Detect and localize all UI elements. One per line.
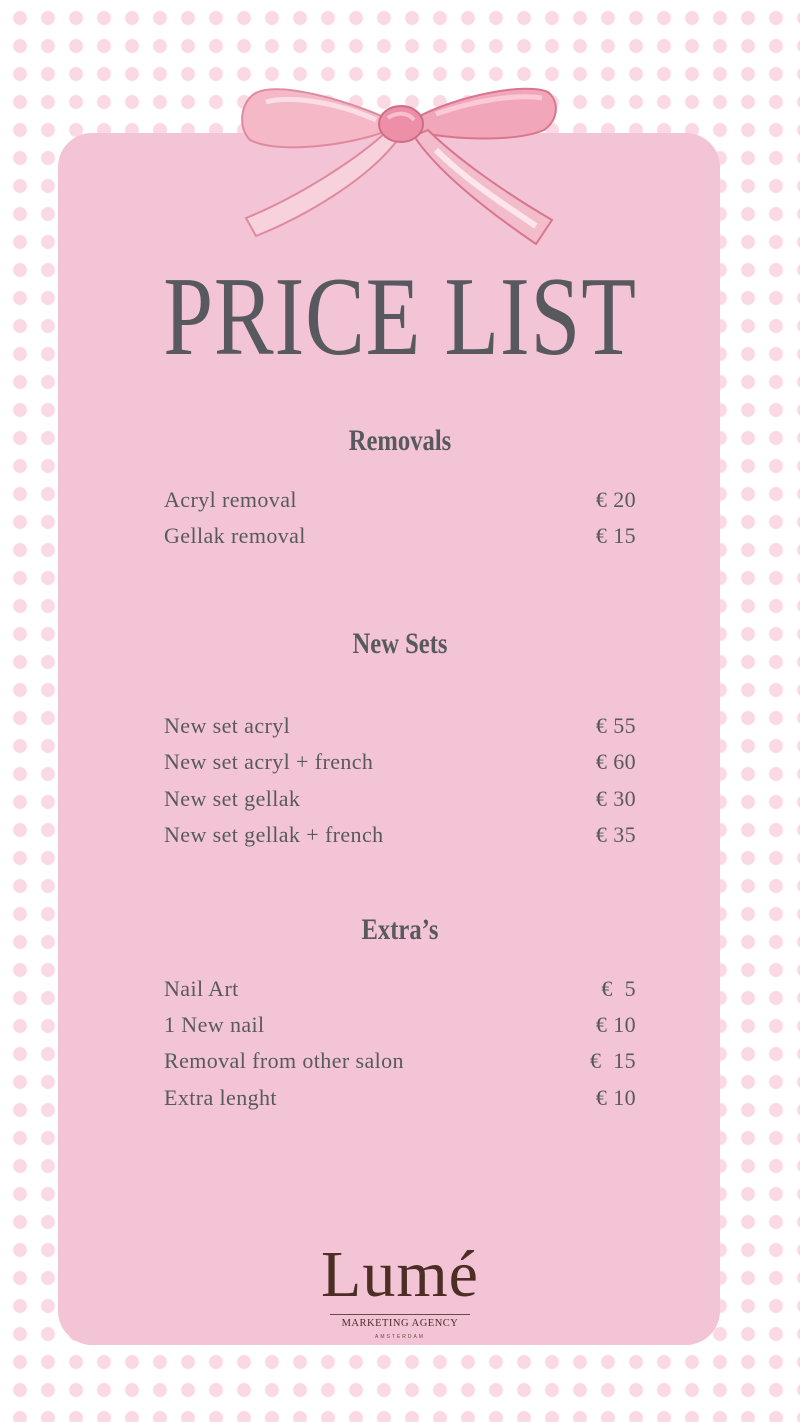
- logo-city: AMSTERDAM: [375, 1334, 425, 1340]
- item-name: New set acryl + french: [164, 749, 374, 774]
- item-name: Nail Art: [164, 976, 239, 1001]
- price-row: [164, 1046, 636, 1076]
- price-row: [164, 747, 636, 777]
- item-name: Removal from other salon: [164, 1048, 404, 1073]
- item-price: € 60: [595, 749, 636, 774]
- item-name: Extra lenght: [164, 1085, 277, 1110]
- price-row: [164, 1010, 636, 1040]
- section-heading-removals: Removals: [348, 424, 452, 457]
- price-row: [164, 784, 636, 814]
- item-name: New set gellak + french: [164, 822, 384, 847]
- item-price: € 55: [595, 713, 636, 738]
- page-title: PRICE LIST: [163, 255, 637, 379]
- logo-tagline: MARKETING AGENCY: [341, 1318, 459, 1329]
- item-price: € 20: [595, 487, 636, 512]
- item-name: Acryl removal: [164, 487, 297, 512]
- section-heading-extras: Extra’s: [361, 913, 439, 946]
- logo-wordmark: Lumé: [321, 1238, 479, 1311]
- item-price: € 10: [595, 1085, 636, 1110]
- item-name: Gellak removal: [164, 523, 306, 548]
- section-heading-new-sets: New Sets: [352, 627, 448, 660]
- price-row: [164, 521, 636, 551]
- item-price: € 15: [590, 1048, 636, 1073]
- price-row: [164, 820, 636, 850]
- price-row: [164, 711, 636, 741]
- price-row: [164, 485, 636, 515]
- logo-divider: [330, 1314, 470, 1315]
- item-price: € 10: [595, 1012, 636, 1037]
- item-price: € 30: [595, 786, 636, 811]
- item-price: € 35: [595, 822, 636, 847]
- price-row: [164, 974, 636, 1004]
- price-row: [164, 1083, 636, 1113]
- ribbon-bow-icon: [236, 80, 566, 252]
- item-price: € 15: [595, 523, 636, 548]
- brand-logo: [0, 1240, 800, 1310]
- item-name: 1 New nail: [164, 1012, 265, 1037]
- item-price: € 5: [601, 976, 636, 1001]
- item-name: New set gellak: [164, 786, 301, 811]
- item-name: New set acryl: [164, 713, 291, 738]
